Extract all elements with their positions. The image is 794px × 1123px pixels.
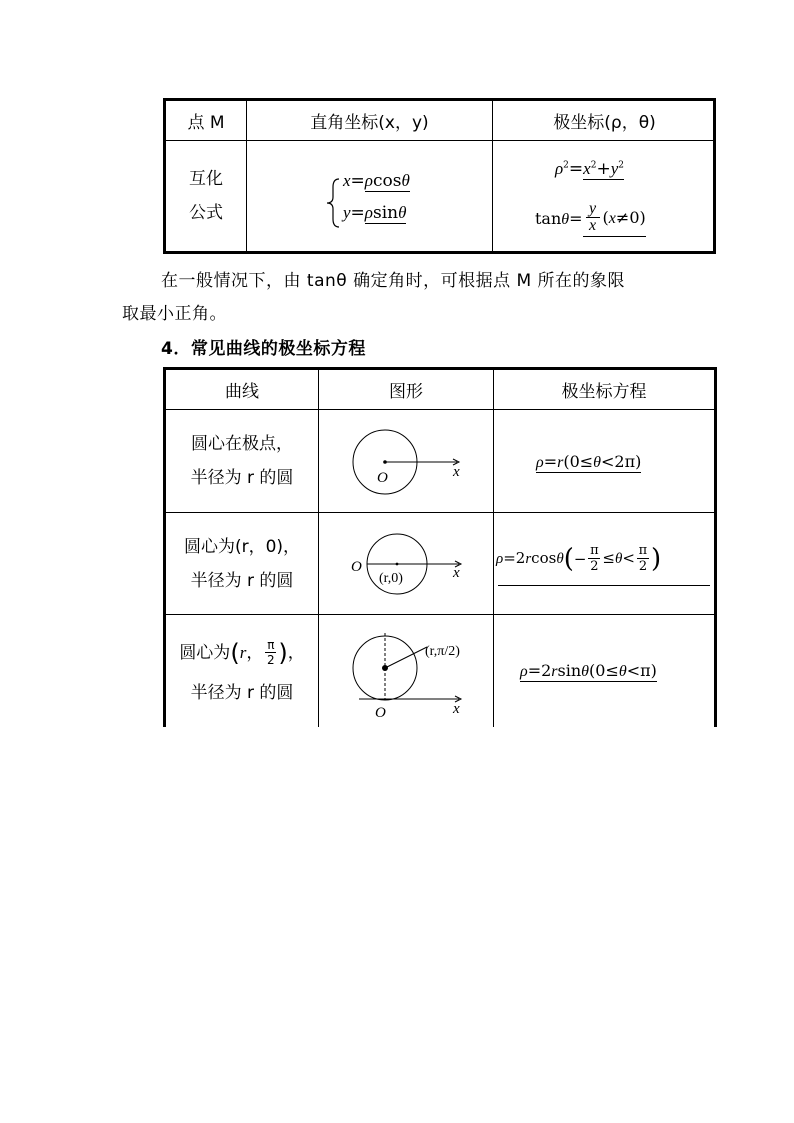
section-heading: 4．常见曲线的极坐标方程 [161, 339, 366, 359]
header-curve: 曲线 [225, 382, 259, 402]
header-equation: 极坐标方程 [561, 382, 647, 402]
note-line-1: 在一般情况下，由 tanθ 确定角时，可根据点 M 所在的象限 [161, 271, 626, 291]
polar-curves-table [163, 367, 717, 727]
svg-text:(r,0): (r,0) [379, 571, 403, 586]
svg-text:x: x [453, 464, 460, 480]
header-figure: 图形 [389, 382, 423, 402]
svg-text:(r,π/2): (r,π/2) [425, 644, 460, 659]
svg-text:x: x [453, 701, 460, 717]
svg-text:x: x [453, 565, 460, 581]
header-cartesian: 直角坐标(x，y) [310, 113, 429, 133]
conversion-table [163, 98, 716, 254]
note-line-2: 取最小正角。 [122, 304, 227, 324]
figure-1 [319, 410, 493, 512]
curve-desc-3: 圆心为 ( r ， π 2 ) ， 半径为 r 的圆 [179, 638, 305, 703]
curve-desc-2: 圆心为(r，0)， 半径为 r 的圆 [183, 536, 301, 591]
cartesian-formulas: x=ρcosθ y=ρsinθ [247, 141, 492, 251]
curve-desc-1: 圆心在极点， 半径为 r 的圆 [190, 434, 294, 488]
svg-text:O: O [351, 559, 362, 575]
row-label-conversion: 互化 公式 [189, 169, 223, 223]
equation-1: ρ=r(0≤θ<2π) [536, 452, 642, 471]
header-polar: 极坐标(ρ，θ) [553, 113, 656, 133]
figure-2 [319, 513, 493, 614]
circle-center-r-pi2-figure [319, 615, 493, 730]
circle-at-pole-figure [319, 410, 493, 512]
equation-2: ρ=2rcosθ ( − π 2 ≤θ< π 2 ) [494, 513, 714, 614]
header-point-m: 点 M [187, 113, 225, 133]
svg-text:O: O [377, 470, 388, 486]
cartesian-formulas-drawing [247, 141, 492, 251]
figure-3 [319, 615, 493, 730]
equation-3: ρ=2rsinθ(0≤θ<π) [520, 661, 657, 680]
svg-text:O: O [375, 705, 386, 721]
polar-formulas: $\rho^2=x^2+y^2$ tanθ= y x (x≠0) [493, 141, 716, 251]
circle-center-r0-figure [319, 513, 493, 614]
